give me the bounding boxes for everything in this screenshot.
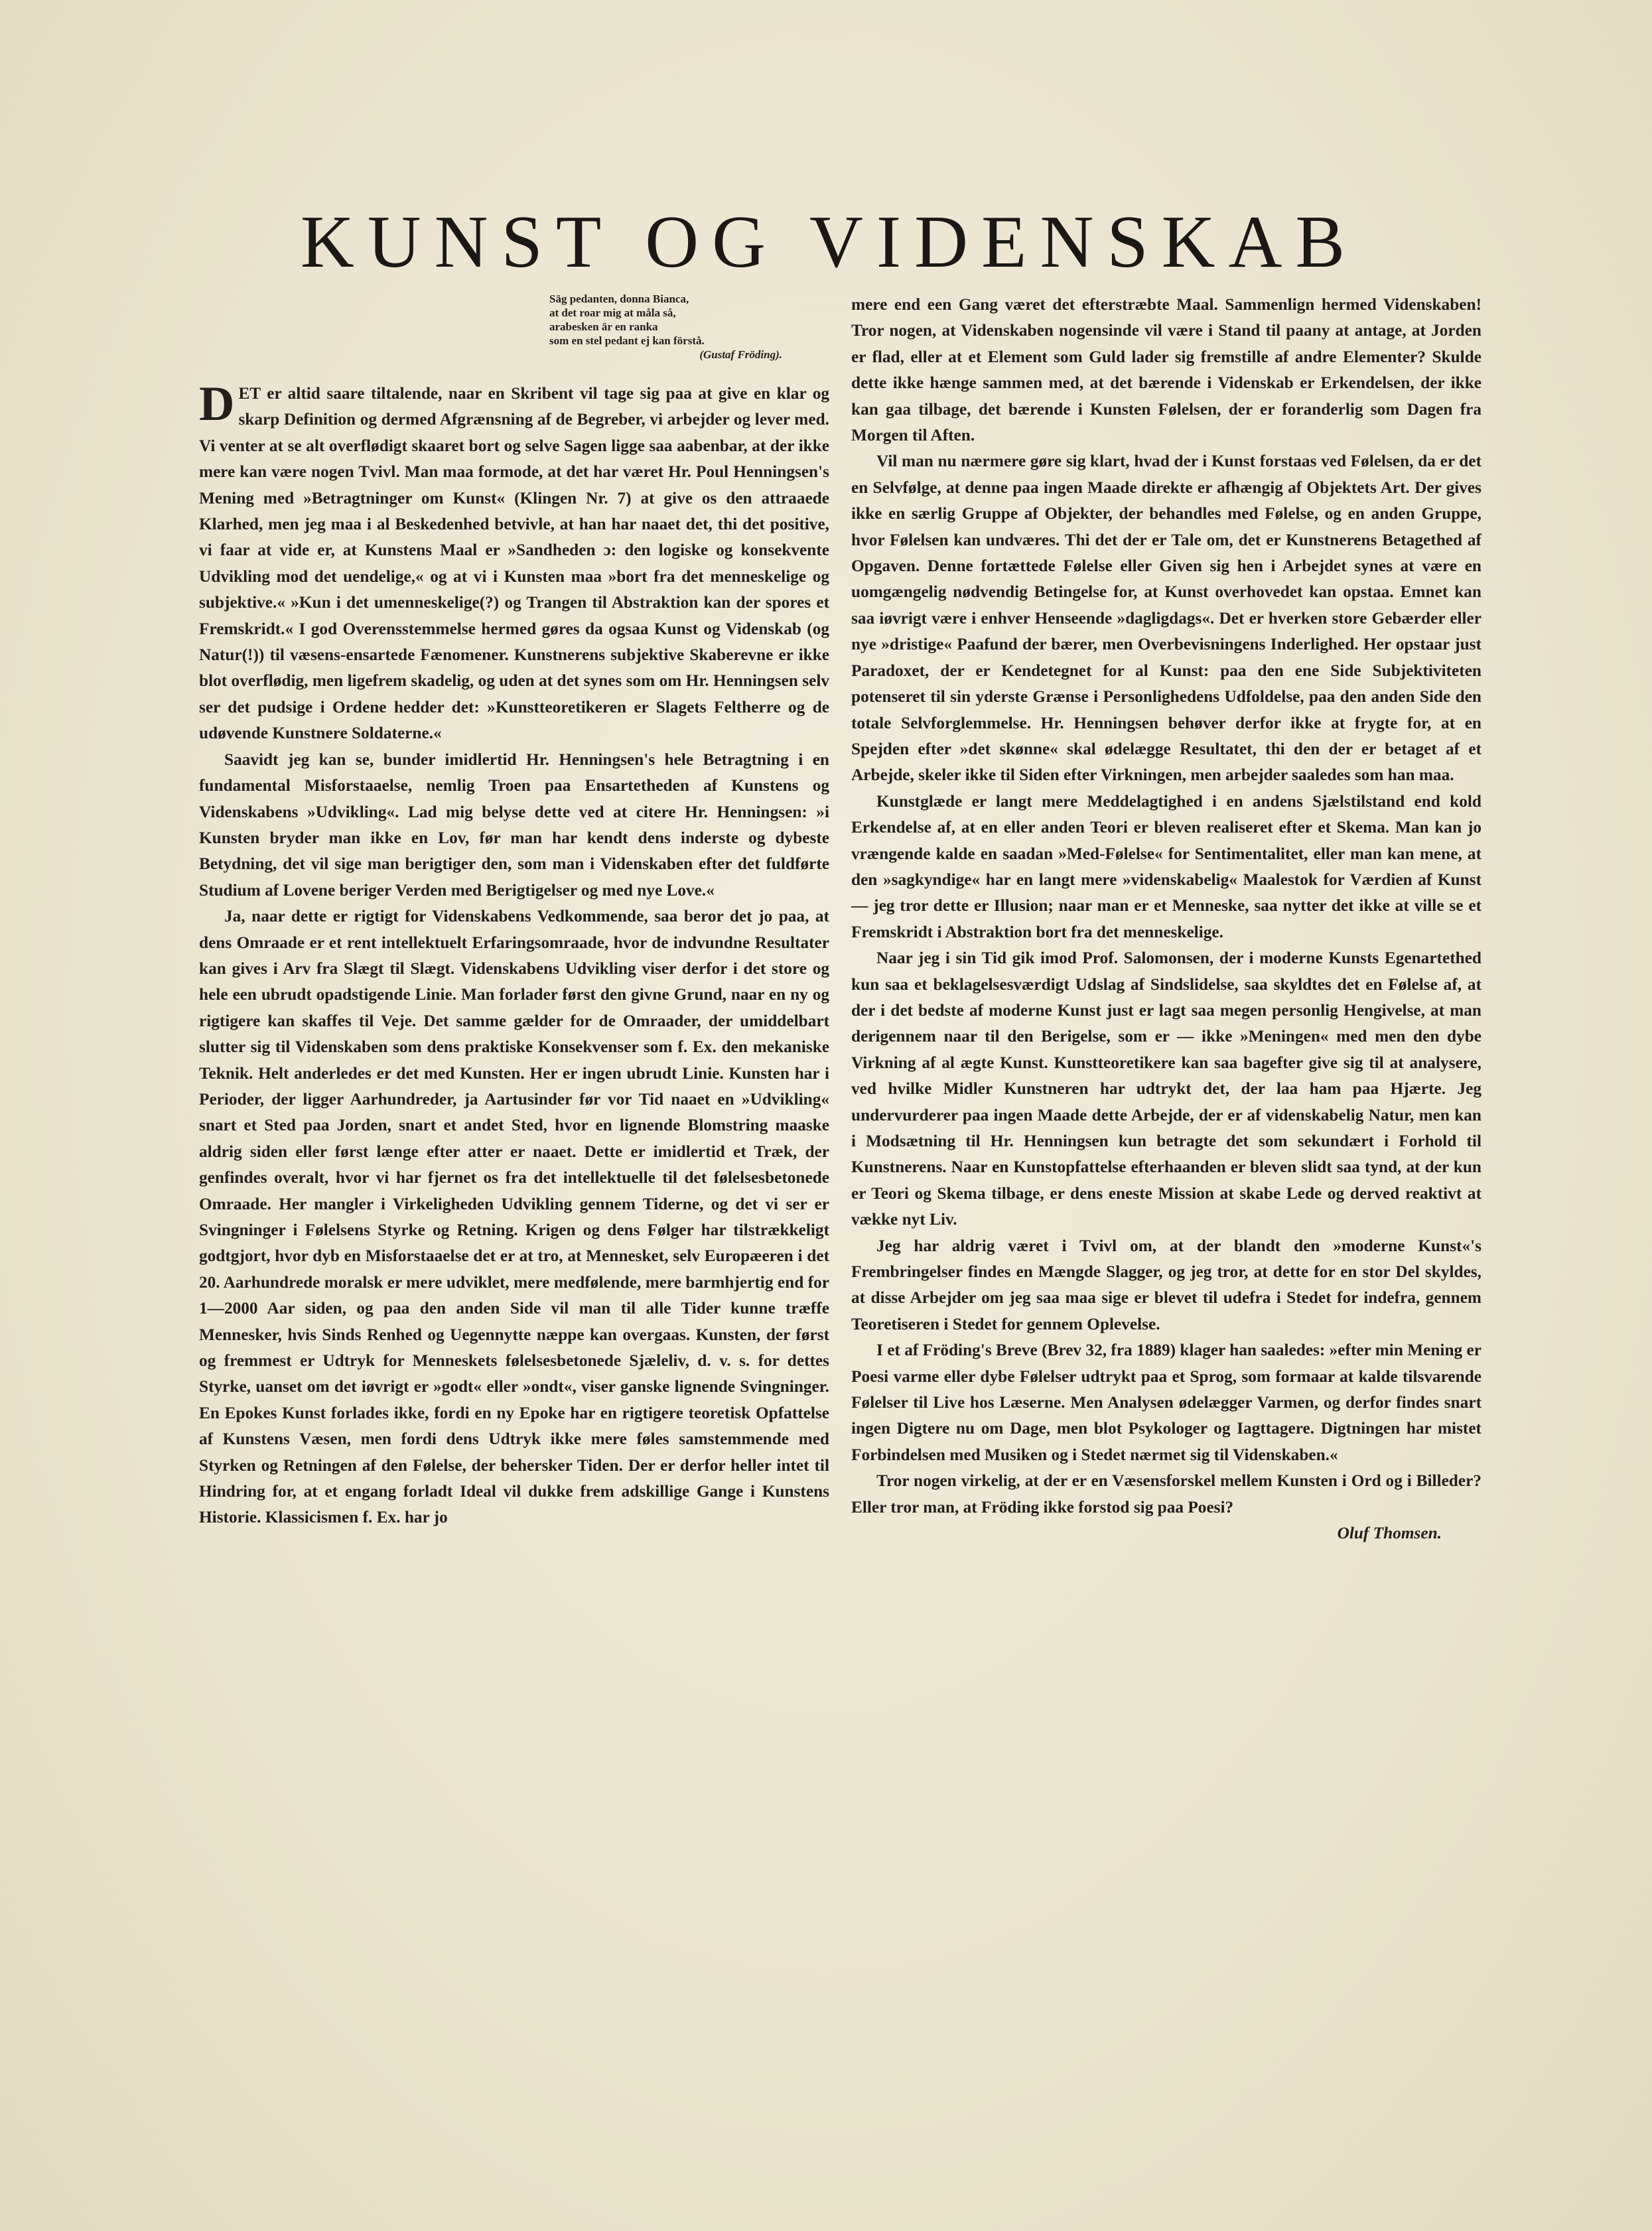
paragraph: Ja, naar dette er rigtigt for Videnskabens Vedkommende, saa beror det jo paa, at dens Omraade er et rent intellektuelt Erfaringsomraade, hvor de indvundne Resultater kan gives i Arv fra Slægt til Slægt. Videnskabens Udvikling viser derfor i det store og hele een ubrudt opadstigende Linie. Man forlader først den givne Grund, naar en ny og rigtigere kan skaffes til Veje. Det samme gælder for de Omraader, der umiddelbart slutter sig til Videnskaben som dens praktiske Konsekvenser som f. Ex. den mekaniske Teknik. Helt anderledes er det med Kunsten. Her er ingen ubrudt Linie. Kunsten har i Perioder, der ligger Aarhundreder, ja Aartusinder før vor Tid naaet en »Udvikling« snart et Sted paa Jorden, snart et andet Sted, hvor en lignende Blomstring maaske aldrig siden eller først længe efter atter er naaet. Dette er imidlertid et Træk, der genfindes overalt, hvor vi har fjernet os fra det intellektuelle til det følelsesbetonede Omraade. Her mangler i Virkeligheden Udvikling gennem Tiderne, og det vi ser er Svingninger i Følelsens Styrke og Retning. Krigen og dens Følger har tilstrækkeligt godtgjort, hvor dyb en Misforstaaelse det er at tro, at Mennesket, selv Europæeren i det 20. Aarhundrede moralsk er mere udviklet, mere medfølende, mere barmhjertig end for 1—2000 Aar siden, og paa den anden Side vil man til alle Tider kunne træffe Mennesker, hvis Sinds Renhed og Uegennytte næppe kan overgaas. Kunsten, der først og fremmest er Udtryk for Menneskets følelsesbetonede Sjæleliv, d. v. s. for dettes Styrke, uanset om det iøvrigt er »godt« eller »ondt«, viser ganske lignende Svingninger. En Epokes Kunst forlades ikke, fordi en ny Epoke har en rigtigere teoretisk Opfattelse af Kunstens Væsen, men fordi dens Udtryk ikke mere føles samstemmende med Styrken og Retningen af den Følelse, der behersker Tiden. Der er derfor heller intet til Hindring for, at et engang forladt Ideal vil dukke frem adskillige Gange i Kunstens Historie. Klassicismen f. Ex. har jo xyxy=(199,907,829,1527)
epigraph-line: arabesken är en ranka xyxy=(549,320,658,333)
paragraph: Jeg har aldrig været i Tvivl om, at der blandt den »moderne Kunst«'s Frembringelser findes en Mængde Slagger, og jeg tror, at dette for en stor Del skyldes, at disse Arbejder om jeg saa maa sige er blevet til udefra i Stedet for indefra, gennem Teoretiseren i Stedet for gennem Oplevelse. xyxy=(851,1236,1481,1333)
paragraph: Kunstglæde er langt mere Meddelagtighed i en andens Sjælstilstand end kold Erkendelse af, at en eller anden Teori er bleven realiseret efter et Skema. Man kan jo vrængende kalde en saadan »Med-Følelse« for Sentimentalitet, eller man kan mene, at den »sagkyndige« har en langt mere »videnskabelig« Maalestok for Værdien af Kunst — jeg tror dette er Illusion; naar man er et Menneske, saa nytter det ikke at ville se et Fremskridt i Abstraktion bort fra det menneskelige. xyxy=(851,791,1481,941)
epigraph xyxy=(549,292,785,362)
paragraph: Vil man nu nærmere gøre sig klart, hvad der i Kunst forstaas ved Følelsen, da er det en Selvfølge, at denne paa ingen Maade direkte er afhængig af Objektets Art. Der gives ikke en særlig Gruppe af Objekter, der behandles med Følelse, og en anden Gruppe, hvor Følelsen kan undværes. Thi det der er Tale om, det er Kunstnerens Betagethed af Opgaven. Denne fortættede Følelse eller Given sig hen i Arbejdet synes at være en uomgængelig nødvendig Betingelse for, at Kunst overhovedet kan opstaa. Emnet kan saa iøvrigt være i enhver Henseende »dagligdags«. Det er hverken store Gebærder eller nye »dristige« Paafund der bærer, men Overbevisningens Inderlighed. Her opstaar just Paradoxet, der er Kendetegnet for al Kunst: paa den ene Side Subjektiviteten potenseret til sin yderste Grænse i Personlighedens Udfoldelse, paa den anden Side den totale Selvforglemmelse. Hr. Henningsen behøver derfor ikke at frygte for, at en Spejden efter »det skønne« skal ødelægge Resultatet, thi den der er betaget af et Arbejde, skeler ikke til Siden efter Virkningen, men arbejder saaledes som han maa. xyxy=(851,452,1481,785)
right-column xyxy=(851,292,1481,1547)
drop-cap: D xyxy=(199,377,235,431)
article-title: KUNST OG VIDENSKAB xyxy=(300,201,1359,283)
epigraph-line: som en stel pedant ej kan förstå. xyxy=(549,334,705,347)
author-signature: Oluf Thomsen. xyxy=(1337,1524,1442,1543)
epigraph-line: Säg pedanten, donna Bianca, xyxy=(549,293,689,305)
left-column xyxy=(199,292,829,1531)
paragraph: Tror nogen virkelig, at der er en Væsensforskel mellem Kunsten i Ord og i Billeder? Eller tror man, at Fröding ikke forstod sig paa Poesi? xyxy=(851,1471,1481,1517)
epigraph-line: at det roar mig at måla så, xyxy=(549,306,676,319)
paragraph-text: ET er altid saare tiltalende, naar en Skribent vil tage sig paa at give en klar og skarp Definition og dermed Afgrænsning af de Begreber, vi arbejder og lever med. Vi venter at se alt overflødigt skaaret bort og selve Sagen ligge saa aabenbar, at der ikke mere kan være nogen Tvivl. Man maa formode, at det har været Hr. Poul Henningsen's Mening med »Betragtninger om Kunst« (Klingen Nr. 7) at give os den attraaede Klarhed, men jeg maa i al Beskedenhed betvivle, at han har naaet det, thi det positive, vi faar at vide er, at Kunstens Maal er »Sandheden ɔ: den logiske og konsekvente Udvikling mod det uendelige,« og at vi i Kunsten maa »bort fra det menneskelige og subjektive.« »Kun i det umenneskelige(?) og Trangen til Abstraktion kan der spores et Fremskridt.« I god Overensstemmelse hermed gøres da ogsaa Kunst og Videnskab (og Natur(!)) til væsens-ensartede Fænomener. Kunstnerens subjektive Skaberevne er ikke blot overflødig, men ligefrem skadelig, og uden at det synes som om Hr. Henningsen selv ser det pudsige i Ordene hedder det: »Kunstteoretikeren er Slagets Feltherre og de udøvende Kunstnere Soldaterne.« xyxy=(199,384,829,743)
epigraph-attribution: (Gustaf Fröding). xyxy=(699,348,782,361)
paragraph: I et af Fröding's Breve (Brev 32, fra 1889) klager han saaledes: »efter min Mening er Poesi varme eller dybe Følelser udtrykt paa et Sprog, som formaar at kalde tilsvarende Følelser til Live hos Læserne. Men Analysen ødelægger Varmen, og derfor findes snart ingen Digtere nu om Dage, men blot Psykologer og Iagttagere. Digtningen har mistet Forbindelsen med Musiken og i Stedet nærmet sig til Videnskaben.« xyxy=(851,1341,1481,1464)
paragraph: Saavidt jeg kan se, bunder imidlertid Hr. Henningsen's hele Betragtning i en fundamental Misforstaaelse, nemlig Troen paa Ensartetheden af Kunstens og Videnskabens »Udvikling«. Lad mig belyse dette ved at citere Hr. Henningsen: »i Kunsten bryder man ikke en Lov, før man har kendt dens inderste og dybeste Betydning, det vil sige man berigtiger den, som man i Videnskaben efter det fuldførte Studium af Lovene beriger Verden med Berigtigelser og med nye Love.« xyxy=(199,750,829,900)
paragraph: mere end een Gang været det efterstræbte Maal. Sammenlign hermed Videnskaben! Tror nogen, at Videnskaben nogensinde vil være i Stand til paany at antage, at Jorden er flad, eller at et Element som Guld lader sig fremstille af andre Elementer? Skulde dette ikke hænge sammen med, at det bærende i Videnskab er Erkendelsen, der ikke kan gaa tilbage, det bærende i Kunsten Følelsen, der er foranderlig som Dagen fra Morgen til Aften. xyxy=(851,295,1481,445)
paragraph xyxy=(199,377,829,747)
paragraph: Naar jeg i sin Tid gik imod Prof. Salomonsen, der i moderne Kunsts Egenartethed kun saa et beklagelsesværdigt Udslag af Sindslidelse, saa skyldtes det en Følelse af, at der i det bedste af moderne Kunst just er lagt saa megen personlig Hengivelse, at man derigennem naar til den Berigelse, som er — ikke »Meningen« med men den dybe Virkning af al ægte Kunst. Kunstteoretikere kan saa bagefter give sig til at analysere, ved hvilke Midler Kunstneren har udtrykt det, der laa ham paa Hjærte. Jeg undervurderer paa ingen Maade dette Arbejde, der er af videnskabelig Natur, men kan i Modsætning til Hr. Henningsen kun betragte det som sekundært i Forhold til Kunstnerens. Naar en Kunstopfattelse efterhaanden er bleven slidt saa tynd, at der kun er Teori og Skema tilbage, er dens eneste Mission at skabe Lede og derved reaktivt at vække nyt Liv. xyxy=(851,949,1481,1229)
